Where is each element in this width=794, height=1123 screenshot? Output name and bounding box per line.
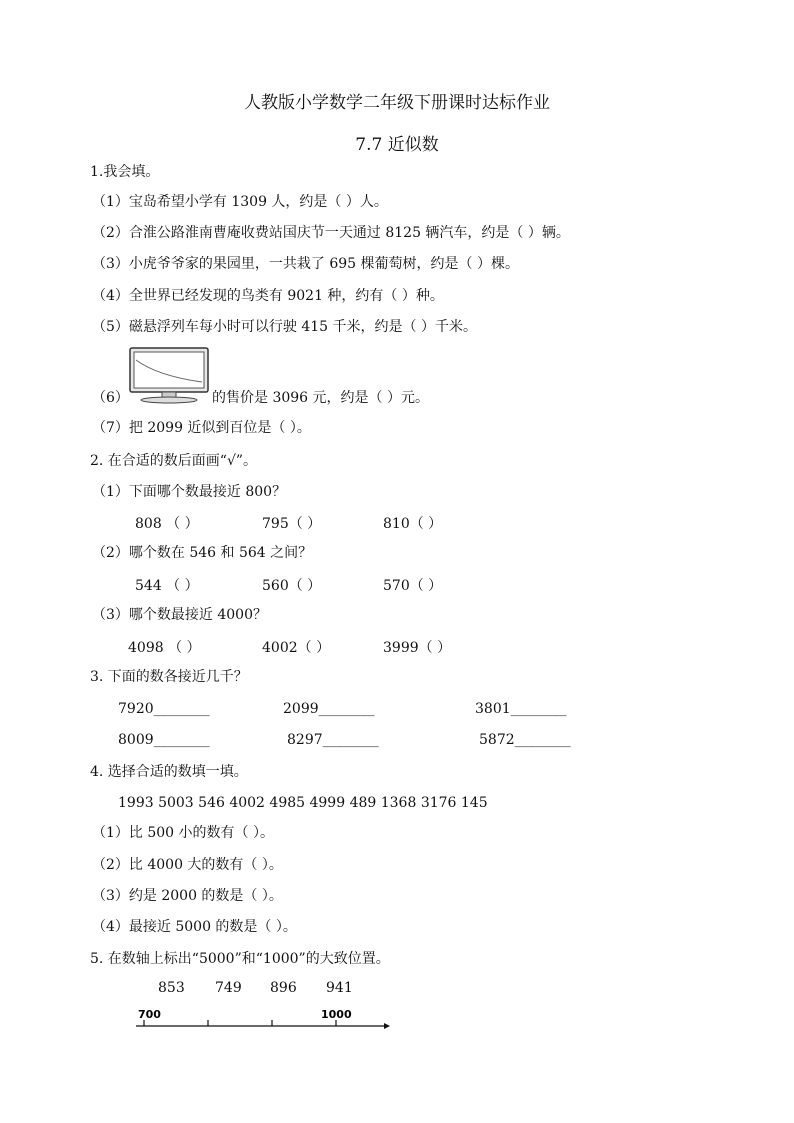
- q3-blank: 8297________: [287, 732, 379, 748]
- page-title: 人教版小学数学二年级下册课时达标作业: [244, 93, 550, 113]
- q3-blank: 2099________: [283, 701, 375, 717]
- q5-heading: 5. 在数轴上标出“5000”和“1000”的大致位置。: [90, 951, 390, 967]
- q1-item-2: （2）合淮公路淮南曹庵收费站国庆节一天通过 8125 辆汽车，约是（ ）辆。: [92, 225, 570, 241]
- q2-sub3-option: 4002（ ）: [262, 640, 331, 656]
- q2-sub3-option: 4098 （ ）: [128, 640, 201, 656]
- q5-number: 941: [326, 980, 353, 996]
- q1-item-3: （3）小虎爷爷家的果园里，一共栽了 695 棵葡萄树，约是（ ）棵。: [92, 256, 519, 272]
- q2-sub2-label: （2）哪个数在 546 和 564 之间？: [92, 545, 313, 561]
- q3-blank: 3801________: [475, 701, 567, 717]
- q2-sub2-option: 560（ ）: [262, 578, 322, 594]
- axis-arrow: [384, 1023, 390, 1029]
- q1-item-1: （1）宝岛希望小学有 1309 人，约是（ ）人。: [92, 194, 388, 210]
- q5-number: 749: [215, 980, 242, 996]
- q2-sub3-option: 3999（ ）: [383, 640, 452, 656]
- q2-sub2-option: 570（ ）: [383, 578, 443, 594]
- q4-item-2: （2）比 4000 大的数有（ ）。: [92, 857, 283, 873]
- q2-heading: 2. 在合适的数后面画“√”。: [90, 453, 258, 469]
- q2-sub1-option: 795（ ）: [262, 516, 322, 532]
- q4-number-list: 1993 5003 546 4002 4985 4999 489 1368 3176 145: [118, 795, 488, 811]
- q4-item-3: （3）约是 2000 的数是（ ）。: [92, 888, 283, 904]
- q3-blank: 7920________: [118, 701, 210, 717]
- q1-item-6-prefix: （6）: [92, 390, 129, 406]
- q4-heading: 4. 选择合适的数填一填。: [90, 764, 248, 780]
- q4-item-1: （1）比 500 小的数有（ ）。: [92, 825, 274, 841]
- q2-sub3-label: （3）哪个数最接近 4000？: [92, 607, 267, 623]
- axis-label-1000: 1000: [321, 1008, 352, 1021]
- q1-item-5: （5）磁悬浮列车每小时可以行驶 415 千米，约是（ ）千米。: [92, 319, 477, 335]
- page-subtitle: 7.7 近似数: [355, 135, 439, 155]
- q3-heading: 3. 下面的数各接近几千？: [90, 669, 248, 685]
- q1-item-6-text: 的售价是 3096 元，约是（ ）元。: [212, 390, 429, 406]
- q5-number: 896: [270, 980, 297, 996]
- q1-item-7: （7）把 2099 近似到百位是（ ）。: [92, 420, 311, 436]
- monitor-icon: [128, 346, 210, 404]
- q4-item-4: （4）最接近 5000 的数是（ ）。: [92, 919, 297, 935]
- q3-blank: 5872________: [479, 732, 571, 748]
- q2-sub1-option: 808 （ ）: [135, 516, 199, 532]
- q2-sub2-option: 544 （ ）: [135, 578, 199, 594]
- q2-sub1-option: 810（ ）: [383, 516, 443, 532]
- q2-sub1-label: （1）下面哪个数最接近 800？: [92, 484, 287, 500]
- q1-heading: 1.我会填。: [90, 164, 160, 180]
- axis-label-700: 700: [138, 1008, 161, 1021]
- q5-number: 853: [158, 980, 185, 996]
- q1-item-4: （4）全世界已经发现的鸟类有 9021 种，约有（ ）种。: [92, 288, 444, 304]
- q3-blank: 8009________: [118, 732, 210, 748]
- number-line: [130, 1004, 392, 1034]
